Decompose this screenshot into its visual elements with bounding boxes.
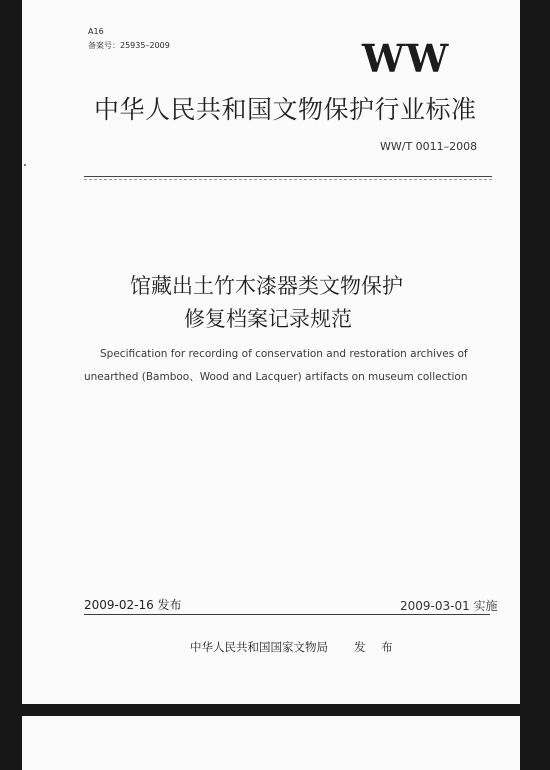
standard-category-title: 中华人民共和国文物保护行业标准: [94, 95, 477, 124]
document-title-line2: 修复档案记录规范: [184, 307, 352, 331]
document-title-line1: 馆藏出土竹木漆器类文物保护: [130, 274, 403, 298]
classification-code: A16: [88, 27, 104, 36]
scan-speck: [24, 164, 26, 166]
english-title-line2: unearthed (Bamboo、Wood and Lacquer) artifacts on museum collection: [84, 371, 468, 383]
filing-number: 备案号：25935–2009: [88, 41, 170, 50]
next-page-edge: [22, 716, 520, 770]
standard-number: WW/T 0011–2008: [380, 140, 478, 153]
english-title-line1: Specification for recording of conservation and restoration archives of: [100, 348, 468, 360]
issue-label: 发 布: [354, 640, 399, 654]
document-page: [22, 0, 520, 704]
implementation-date: 2009-03-01 实施: [400, 599, 498, 613]
standard-logo: WW: [362, 36, 450, 81]
issuing-authority: 中华人民共和国国家文物局: [190, 640, 328, 654]
header-divider-secondary: [84, 179, 492, 180]
issue-date: 2009-02-16 发布: [84, 598, 182, 612]
header-divider: [84, 176, 492, 177]
footer-divider: [84, 614, 490, 615]
